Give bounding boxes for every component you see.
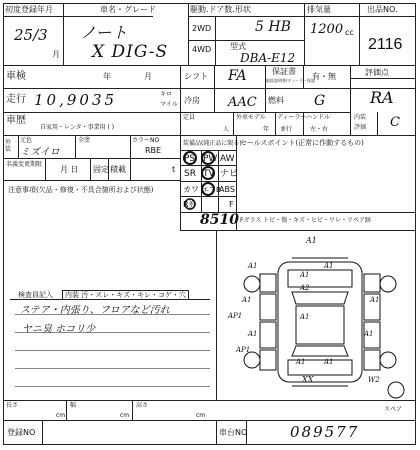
name-change-date-unit: 月 日 — [60, 165, 79, 174]
divider — [3, 400, 416, 401]
grade-value: X DIG-S — [92, 42, 169, 62]
divider — [188, 3, 189, 65]
divider — [188, 16, 416, 17]
divider — [130, 158, 131, 180]
divider — [130, 135, 131, 158]
color-label: 元色 — [20, 137, 33, 144]
divider — [3, 158, 180, 159]
mark-left-sill: AP1 — [228, 312, 243, 320]
twowd-label: 2WD — [192, 24, 212, 33]
mark-roof: A1 — [300, 313, 310, 321]
handle-value: 左・右 — [310, 126, 329, 133]
mile-label: マイル — [160, 101, 178, 108]
divider — [377, 112, 378, 135]
equipment-circles — [180, 150, 240, 214]
interior-value: C — [390, 115, 400, 130]
first-reg-value: 25/3 — [14, 26, 48, 44]
height-unit: cm — [196, 412, 206, 419]
ac-value: AAC — [228, 95, 257, 110]
exhibit-label: 出品NO. — [367, 5, 398, 14]
divider — [3, 88, 416, 89]
mark-trunk: A1 — [296, 358, 306, 366]
equip-navi: ナビ — [220, 169, 239, 179]
dealer-label: ディーラー — [277, 114, 307, 121]
mark-hood: A1 — [300, 271, 310, 279]
divider — [3, 180, 180, 181]
divider — [3, 135, 416, 136]
ac-label: 冷房 — [184, 96, 200, 105]
cc-unit: cc — [345, 28, 354, 37]
registration-no-label: 登録NO — [7, 428, 36, 437]
equip-aw: AW — [220, 154, 235, 164]
equip-sr: SR — [184, 169, 196, 179]
name-change-label: 名義変更期限 — [6, 161, 43, 168]
import-model-label: 外車モデル — [236, 114, 266, 121]
inspector-options: 内装 汚・スレ・キズ・キレ・コゲ・穴 — [62, 290, 189, 300]
mark-rear-left: A1 — [248, 330, 258, 338]
equip-ps: PS — [184, 154, 196, 164]
divider — [66, 400, 67, 420]
carname-value: ノート — [80, 23, 128, 42]
mark-front-bumper: A1 — [306, 236, 317, 245]
divider — [75, 135, 76, 158]
divider — [90, 158, 91, 180]
fuel-label: 燃料 — [268, 96, 284, 105]
length-unit: cm — [56, 412, 66, 419]
equip-airbag: エアB — [202, 186, 221, 194]
divider — [216, 230, 217, 400]
divider — [215, 16, 216, 65]
r-number-value: 8510 — [200, 212, 239, 228]
width-unit: cm — [120, 412, 130, 419]
first-reg-month-unit: 月 — [52, 50, 60, 59]
fourwd-label: 4WD — [192, 45, 212, 54]
rating-label: 評価点 — [365, 68, 389, 77]
divider — [132, 400, 133, 420]
divider — [3, 65, 416, 66]
exhibit-number: 2116 — [368, 36, 403, 53]
inspection-label: 車検 — [6, 71, 26, 82]
equip-abs: ABS — [219, 185, 235, 194]
divider — [3, 112, 350, 113]
first-reg-label: 初度登録年月 — [5, 5, 53, 14]
rating-value: RA — [370, 88, 394, 107]
color-code-value: RBE — [145, 146, 162, 155]
model-label: 型式 — [230, 42, 246, 51]
spare-label: スペア — [384, 406, 403, 413]
divider — [275, 112, 276, 135]
dealer-value: 並行 — [280, 126, 293, 133]
divider — [216, 420, 217, 445]
height-label: 高さ — [136, 402, 149, 409]
divider — [63, 3, 64, 65]
inspector-note-2: ヤニ臭 ホコリ少 — [22, 324, 96, 335]
equip-leather: カワ — [183, 185, 199, 194]
divider — [359, 3, 360, 65]
inspection-month-unit: 月 — [144, 72, 152, 81]
divider — [3, 16, 153, 17]
mark-windshield: A2 — [300, 284, 310, 292]
divider — [350, 65, 351, 135]
mark-right-door: A1 — [370, 296, 380, 304]
width-label: 幅 — [70, 402, 77, 409]
mileage-value: 10,9035 — [34, 91, 118, 109]
mark-rear-right-corner: W2 — [368, 376, 380, 384]
notes-label: 注意事項(欠品・修復・不具合箇所および状態) — [8, 186, 154, 194]
divider — [180, 65, 181, 135]
tonnage-unit: t — [172, 165, 176, 174]
equipment-label: 装備品(純正品に限る) — [183, 140, 242, 147]
mark-rear-right: A1 — [364, 330, 374, 338]
divider — [303, 65, 304, 88]
carname-label: 車名・グレード — [100, 5, 156, 14]
divider — [15, 350, 210, 351]
mark-rear-bumper: XX — [302, 375, 314, 384]
mark-front-right: A1 — [324, 262, 334, 270]
car-diagram — [220, 232, 416, 400]
mark-left-door: A1 — [242, 296, 252, 304]
chassis-no-label: 車台NO — [219, 428, 248, 437]
equip-pw: PW — [203, 154, 218, 164]
repaint-label: 全塗 — [78, 137, 91, 144]
fixed-label: 固定 — [93, 165, 109, 174]
divider — [304, 3, 305, 65]
displacement-label: 排気量 — [307, 5, 331, 14]
interior-label: 内装 — [354, 114, 367, 121]
warranty-sub-label: 取扱説明書/ディーラー保証 — [266, 78, 316, 83]
exterior-label: 外装 — [5, 139, 12, 153]
divider — [214, 65, 215, 112]
capacity-label: 定員 — [183, 114, 196, 121]
drive-value: 5 HB — [255, 19, 291, 35]
divider — [188, 40, 304, 41]
mark-left-rear-fender: AP1 — [236, 346, 251, 354]
color-value: ミズイロ — [20, 147, 60, 158]
import-year-unit: 年 — [263, 126, 270, 133]
inspection-year-unit: 年 — [103, 72, 111, 81]
divider — [351, 78, 416, 79]
mark-front-left: A1 — [248, 262, 258, 270]
loading-label: 積載 — [110, 165, 126, 174]
divider — [3, 420, 416, 421]
color-code-label: カラーNO — [132, 137, 160, 144]
have-none-label: 有・無 — [312, 72, 336, 81]
equip-r-label: R券 — [183, 200, 197, 209]
divider — [265, 65, 266, 112]
divider — [18, 135, 19, 158]
drive-label: 駆動.ドア数.形状 — [190, 5, 251, 14]
equip-f-label: F — [229, 200, 234, 209]
fuel-value: G — [314, 93, 326, 109]
divider — [45, 158, 46, 180]
selling-points-label: セールスポイント(正常に作動するもの) — [240, 139, 364, 147]
history-sub-label: 自家用・レンタ・事業用 ( ) — [40, 124, 115, 131]
equip-tv: TV — [203, 169, 215, 179]
inspector-label: 検査員記入 — [18, 291, 53, 299]
length-label: 長さ — [6, 402, 19, 409]
person-unit: 人 — [223, 126, 230, 133]
mileage-label: 走行 — [6, 94, 26, 105]
history-label: 車歴 — [6, 115, 26, 126]
displacement-value: 1200 — [310, 22, 344, 37]
warranty-label: 保証書 — [272, 67, 296, 76]
handle-label: ハンドル — [306, 114, 331, 121]
km-label: キロ — [160, 91, 173, 98]
divider — [15, 386, 210, 387]
model-value: DBA-E12 — [240, 51, 296, 65]
shift-value: FA — [228, 68, 247, 84]
chassis-no-value: 089577 — [290, 423, 360, 441]
divider — [42, 420, 43, 445]
interior-sub-label: 評価 — [354, 124, 367, 131]
divider — [233, 112, 234, 135]
mark-trunk-right: A1 — [324, 358, 334, 366]
inspector-note-1: ステア・内張り、フロアなど汚れ — [20, 305, 170, 316]
shift-label: シフト — [184, 72, 208, 81]
windshield-label: Fガラス トビ・傷・キズ・ヒビ・ワレ・リペア跡 — [240, 217, 371, 224]
divider — [15, 368, 210, 369]
